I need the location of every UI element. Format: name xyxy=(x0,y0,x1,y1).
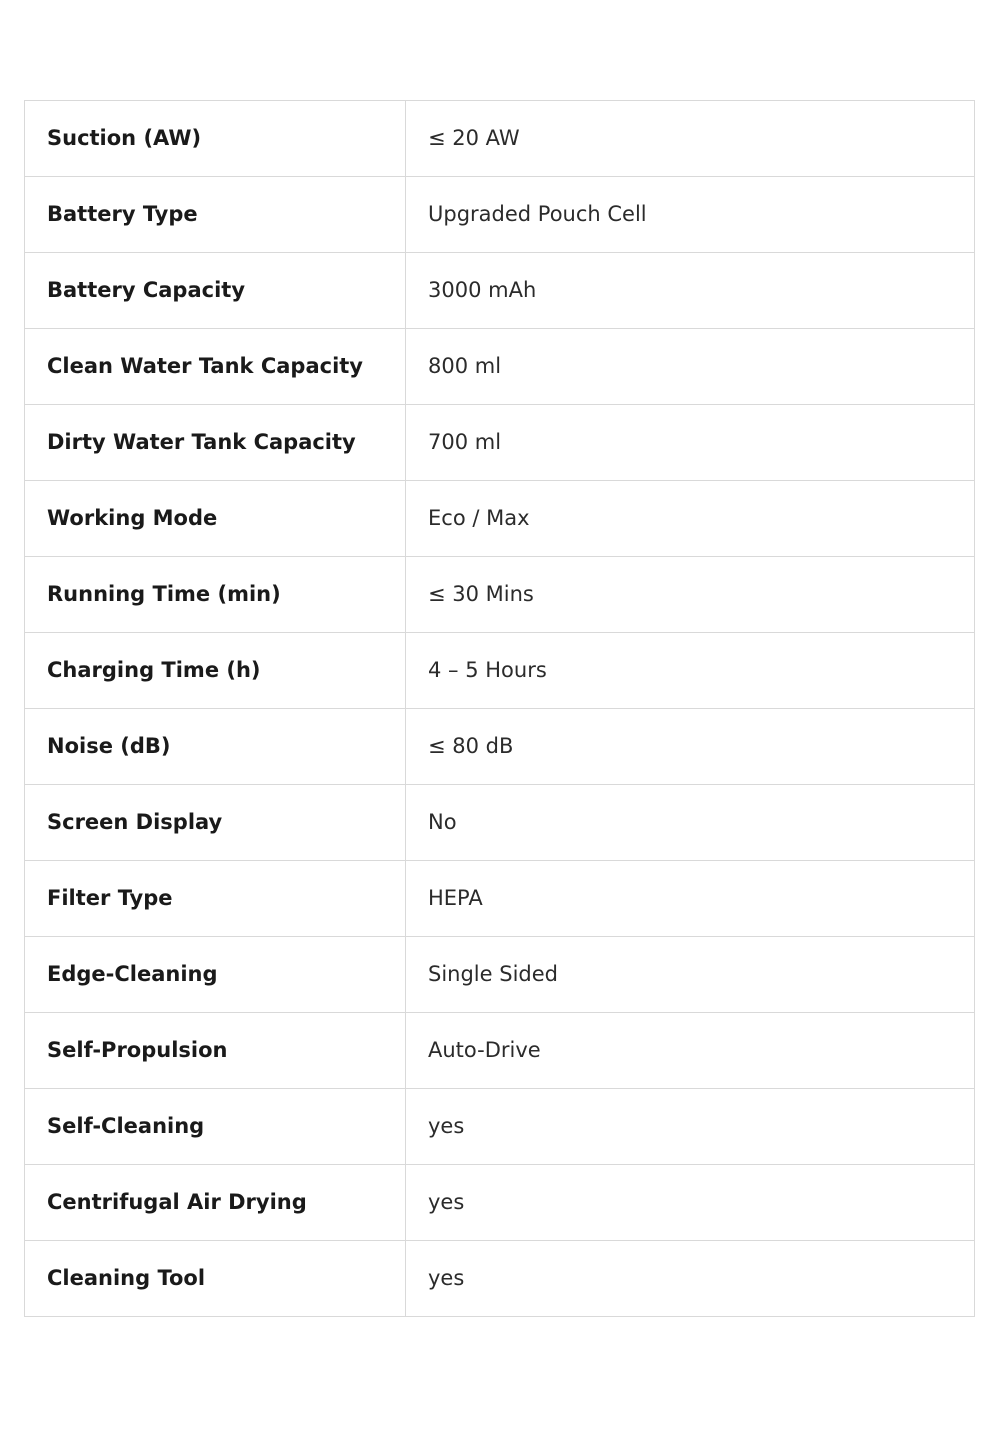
spec-value: ≤ 80 dB xyxy=(406,709,975,785)
spec-value: 700 ml xyxy=(406,405,975,481)
spec-label: Clean Water Tank Capacity xyxy=(25,329,406,405)
table-row xyxy=(25,557,975,633)
spec-label: Dirty Water Tank Capacity xyxy=(25,405,406,481)
table-row xyxy=(25,1165,975,1241)
spec-label: Charging Time (h) xyxy=(25,633,406,709)
table-row xyxy=(25,633,975,709)
table-row xyxy=(25,405,975,481)
spec-value: yes xyxy=(406,1089,975,1165)
spec-value: Eco / Max xyxy=(406,481,975,557)
table-row xyxy=(25,861,975,937)
table-row xyxy=(25,937,975,1013)
spec-label: Suction (AW) xyxy=(25,101,406,177)
spec-value: Single Sided xyxy=(406,937,975,1013)
spec-value: 800 ml xyxy=(406,329,975,405)
table-row xyxy=(25,253,975,329)
spec-label: Running Time (min) xyxy=(25,557,406,633)
spec-label: Screen Display xyxy=(25,785,406,861)
spec-label: Self-Propulsion xyxy=(25,1013,406,1089)
spec-label: Working Mode xyxy=(25,481,406,557)
spec-label: Edge-Cleaning xyxy=(25,937,406,1013)
table-row xyxy=(25,709,975,785)
specifications-table xyxy=(24,100,975,1317)
spec-value: Upgraded Pouch Cell xyxy=(406,177,975,253)
spec-label: Battery Type xyxy=(25,177,406,253)
spec-value: Auto-Drive xyxy=(406,1013,975,1089)
table-row xyxy=(25,1089,975,1165)
table-row xyxy=(25,329,975,405)
table-row xyxy=(25,481,975,557)
spec-label: Noise (dB) xyxy=(25,709,406,785)
table-row xyxy=(25,101,975,177)
spec-label: Self-Cleaning xyxy=(25,1089,406,1165)
table-row xyxy=(25,177,975,253)
table-row xyxy=(25,1241,975,1317)
spec-label: Filter Type xyxy=(25,861,406,937)
spec-value: No xyxy=(406,785,975,861)
spec-value: ≤ 20 AW xyxy=(406,101,975,177)
spec-value: HEPA xyxy=(406,861,975,937)
spec-value: 3000 mAh xyxy=(406,253,975,329)
table-row xyxy=(25,785,975,861)
table-row xyxy=(25,1013,975,1089)
spec-value: ≤ 30 Mins xyxy=(406,557,975,633)
spec-label: Cleaning Tool xyxy=(25,1241,406,1317)
spec-value: yes xyxy=(406,1241,975,1317)
spec-label: Centrifugal Air Drying xyxy=(25,1165,406,1241)
spec-value: 4 – 5 Hours xyxy=(406,633,975,709)
spec-label: Battery Capacity xyxy=(25,253,406,329)
spec-value: yes xyxy=(406,1165,975,1241)
